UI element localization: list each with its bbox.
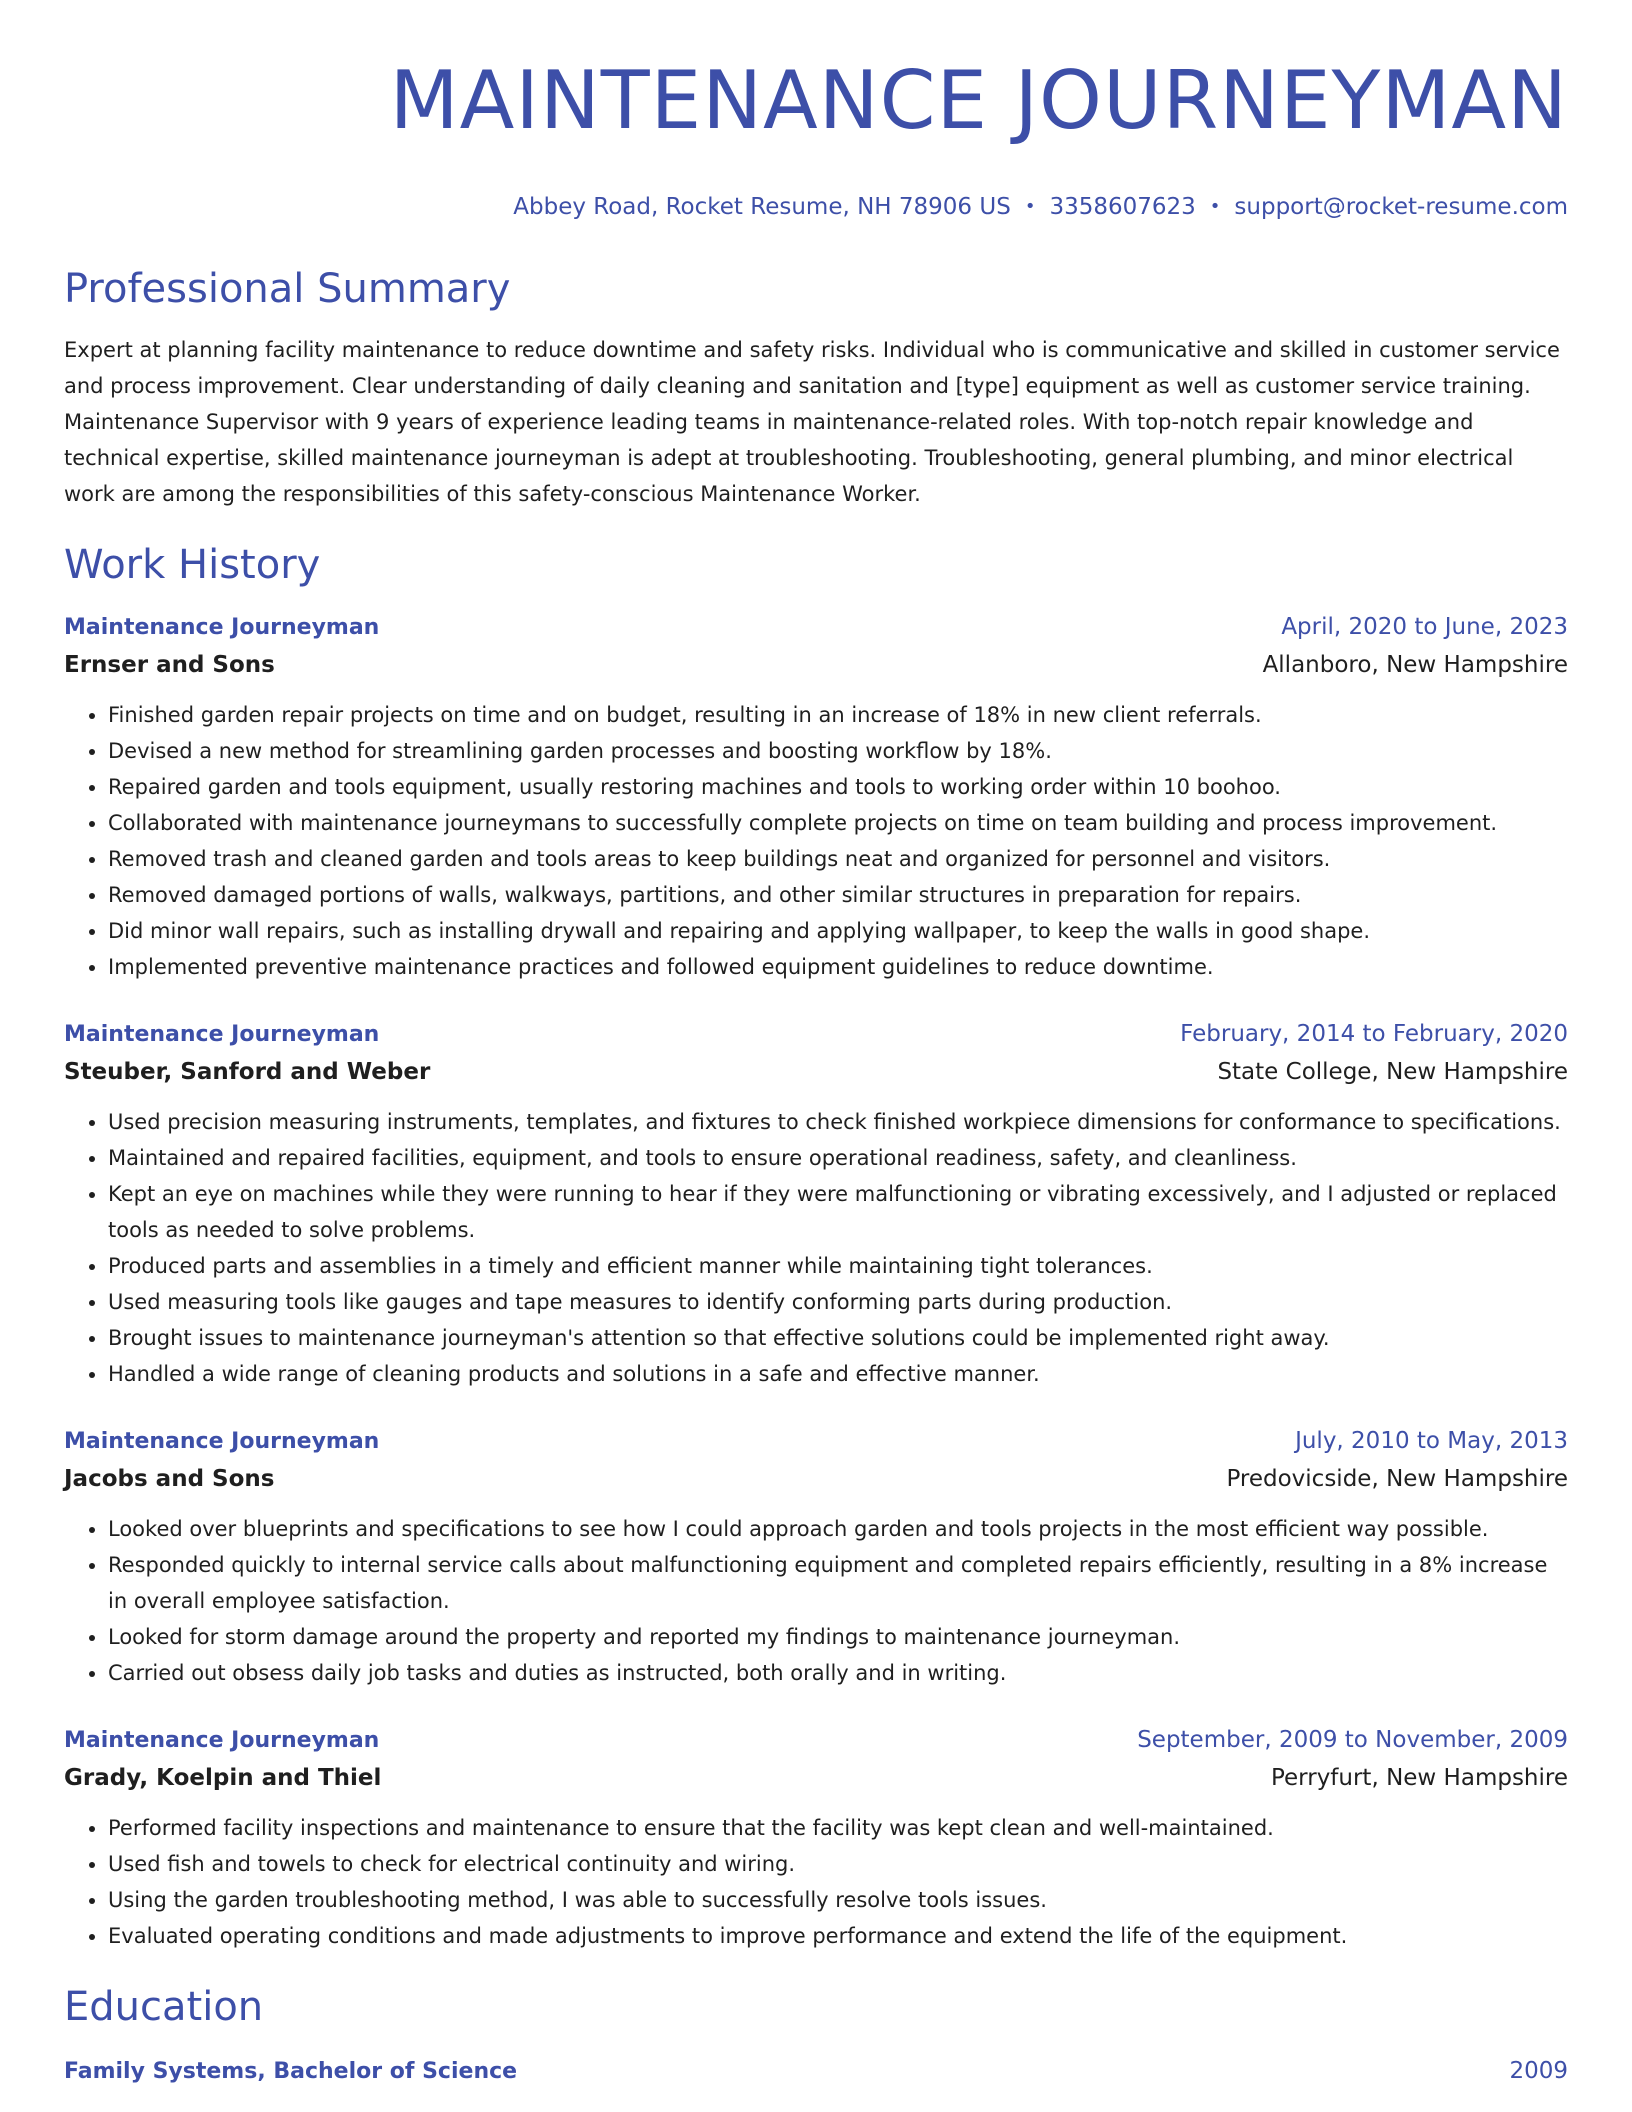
job-bullet: • Responded quickly to internal service calls about malfunctioning equipment and completed repairs efficiently, resulting in a 8% increase in overall employee satisfaction. (108, 1547, 1568, 1619)
job-dates: July, 2010 to May, 2013 (1295, 1428, 1568, 1454)
job-bullet: • Implemented preventive maintenance practices and followed equipment guidelines to reduce downtime. (108, 949, 1568, 985)
job-bullet: • Looked for storm damage around the property and reported my findings to maintenance journeyman. (108, 1619, 1568, 1655)
job-bullet: • Finished garden repair projects on time and on budget, resulting in an increase of 18% in new client referrals. (108, 697, 1568, 733)
job-company: Steuber, Sanford and Weber (64, 1059, 431, 1085)
job-location: Allanboro, New Hampshire (1262, 652, 1568, 678)
job-company: Ernser and Sons (64, 652, 275, 678)
job-company-row (64, 1758, 1568, 1798)
job-bullet: • Brought issues to maintenance journeyman's attention so that effective solutions could be implemented right away. (108, 1320, 1568, 1356)
job-location: Predovicside, New Hampshire (1226, 1466, 1568, 1492)
job-bullet: • Evaluated operating conditions and made adjustments to improve performance and extend the life of the equipment. (108, 1918, 1568, 1954)
contact-separator: • (1024, 196, 1036, 217)
job-dates: September, 2009 to November, 2009 (1137, 1727, 1568, 1753)
job-company-row (64, 1459, 1568, 1499)
education-row (64, 2054, 1568, 2089)
job-bullet: • Devised a new method for streamlining garden processes and boosting workflow by 18%. (108, 733, 1568, 769)
job-company-row (64, 1052, 1568, 1092)
job-bullet: • Maintained and repaired facilities, equipment, and tools to ensure operational readiness, safety, and cleanliness. (108, 1140, 1568, 1176)
job-bullet-list (64, 1810, 1568, 1954)
job-bullet: • Carried out obsess daily job tasks and duties as instructed, both orally and in writing. (108, 1655, 1568, 1691)
job-title: Maintenance Journeyman (64, 615, 380, 640)
job-entry (64, 1017, 1568, 1392)
job-bullet: • Removed damaged portions of walls, walkways, partitions, and other similar structures in preparation for repairs. (108, 877, 1568, 913)
job-bullet: • Used measuring tools like gauges and tape measures to identify conforming parts during production. (108, 1284, 1568, 1320)
job-header-row (64, 610, 1568, 645)
job-bullet: • Produced parts and assemblies in a timely and efficient manner while maintaining tight tolerances. (108, 1248, 1568, 1284)
job-entry (64, 610, 1568, 985)
job-dates: April, 2020 to June, 2023 (1281, 614, 1568, 640)
contact-line (64, 192, 1568, 222)
section-title-summary: Professional Summary (64, 266, 511, 312)
job-dates: February, 2014 to February, 2020 (1180, 1021, 1568, 1047)
job-bullet: • Removed trash and cleaned garden and tools areas to keep buildings neat and organized for personnel and visitors. (108, 841, 1568, 877)
job-bullet: • Kept an eye on machines while they were running to hear if they were malfunctioning or vibrating excessively, and I adjusted or replaced tools as needed to solve problems. (108, 1176, 1568, 1248)
job-bullet: • Did minor wall repairs, such as installing drywall and repairing and applying wallpaper, to keep the walls in good shape. (108, 913, 1568, 949)
education-year: 2009 (1509, 2058, 1568, 2084)
job-bullet: • Handled a wide range of cleaning products and solutions in a safe and effective manner. (108, 1356, 1568, 1392)
job-location: Perryfurt, New Hampshire (1270, 1765, 1568, 1791)
job-company: Grady, Koelpin and Thiel (64, 1765, 382, 1791)
job-entry (64, 1424, 1568, 1691)
contact-email[interactable]: support@rocket-resume.com (1234, 194, 1568, 220)
job-bullet: • Using the garden troubleshooting method, I was able to successfully resolve tools issues. (108, 1882, 1568, 1918)
summary-text: Expert at planning facility maintenance to reduce downtime and safety risks. Individual who is communicative and skilled in customer service and process improvement. Clear understanding of daily cleaning and sanitation and [type] equipment as well as customer service training. Maintenance Supervisor with 9 years of experience leading teams in maintenance-related roles. With top-notch repair knowledge and technical expertise, skilled maintenance journeyman is adept at troubleshooting. Troubleshooting, general plumbing, and minor electrical work are among the responsibilities of this safety-conscious Maintenance Worker. (64, 338, 1560, 506)
job-bullet-list (64, 1104, 1568, 1392)
job-header-row (64, 1424, 1568, 1459)
job-header-row (64, 1017, 1568, 1052)
job-title: Maintenance Journeyman (64, 1022, 380, 1047)
job-bullet-list (64, 697, 1568, 985)
job-bullet: • Performed facility inspections and maintenance to ensure that the facility was kept clean and well-maintained. (108, 1810, 1568, 1846)
job-title: Maintenance Journeyman (64, 1429, 380, 1454)
job-bullet: • Looked over blueprints and specifications to see how I could approach garden and tools projects in the most efficient way possible. (108, 1511, 1568, 1547)
section-title-work-history: Work History (64, 542, 321, 588)
job-bullet: • Used fish and towels to check for electrical continuity and wiring. (108, 1846, 1568, 1882)
contact-phone[interactable]: 3358607623 (1049, 194, 1196, 220)
job-bullet: • Collaborated with maintenance journeymans to successfully complete projects on time on team building and process improvement. (108, 805, 1568, 841)
job-company-row (64, 645, 1568, 685)
job-location: State College, New Hampshire (1217, 1059, 1568, 1085)
education-degree: Family Systems, Bachelor of Science (64, 2059, 518, 2084)
job-entry (64, 1723, 1568, 1954)
job-header-row (64, 1723, 1568, 1758)
job-company: Jacobs and Sons (64, 1466, 275, 1492)
job-bullet-list (64, 1511, 1568, 1691)
job-bullet: • Repaired garden and tools equipment, usually restoring machines and tools to working order within 10 boohoo. (108, 769, 1568, 805)
contact-separator: • (1209, 196, 1221, 217)
job-bullet: • Used precision measuring instruments, templates, and fixtures to check finished workpiece dimensions for conformance to specifications. (108, 1104, 1568, 1140)
candidate-name: MAINTENANCE JOURNEYMAN (389, 54, 1568, 147)
job-title: Maintenance Journeyman (64, 1728, 380, 1753)
resume-page (64, 0, 1568, 2089)
section-title-education: Education (64, 1984, 264, 2030)
contact-address: Abbey Road, Rocket Resume, NH 78906 US (513, 194, 1011, 220)
